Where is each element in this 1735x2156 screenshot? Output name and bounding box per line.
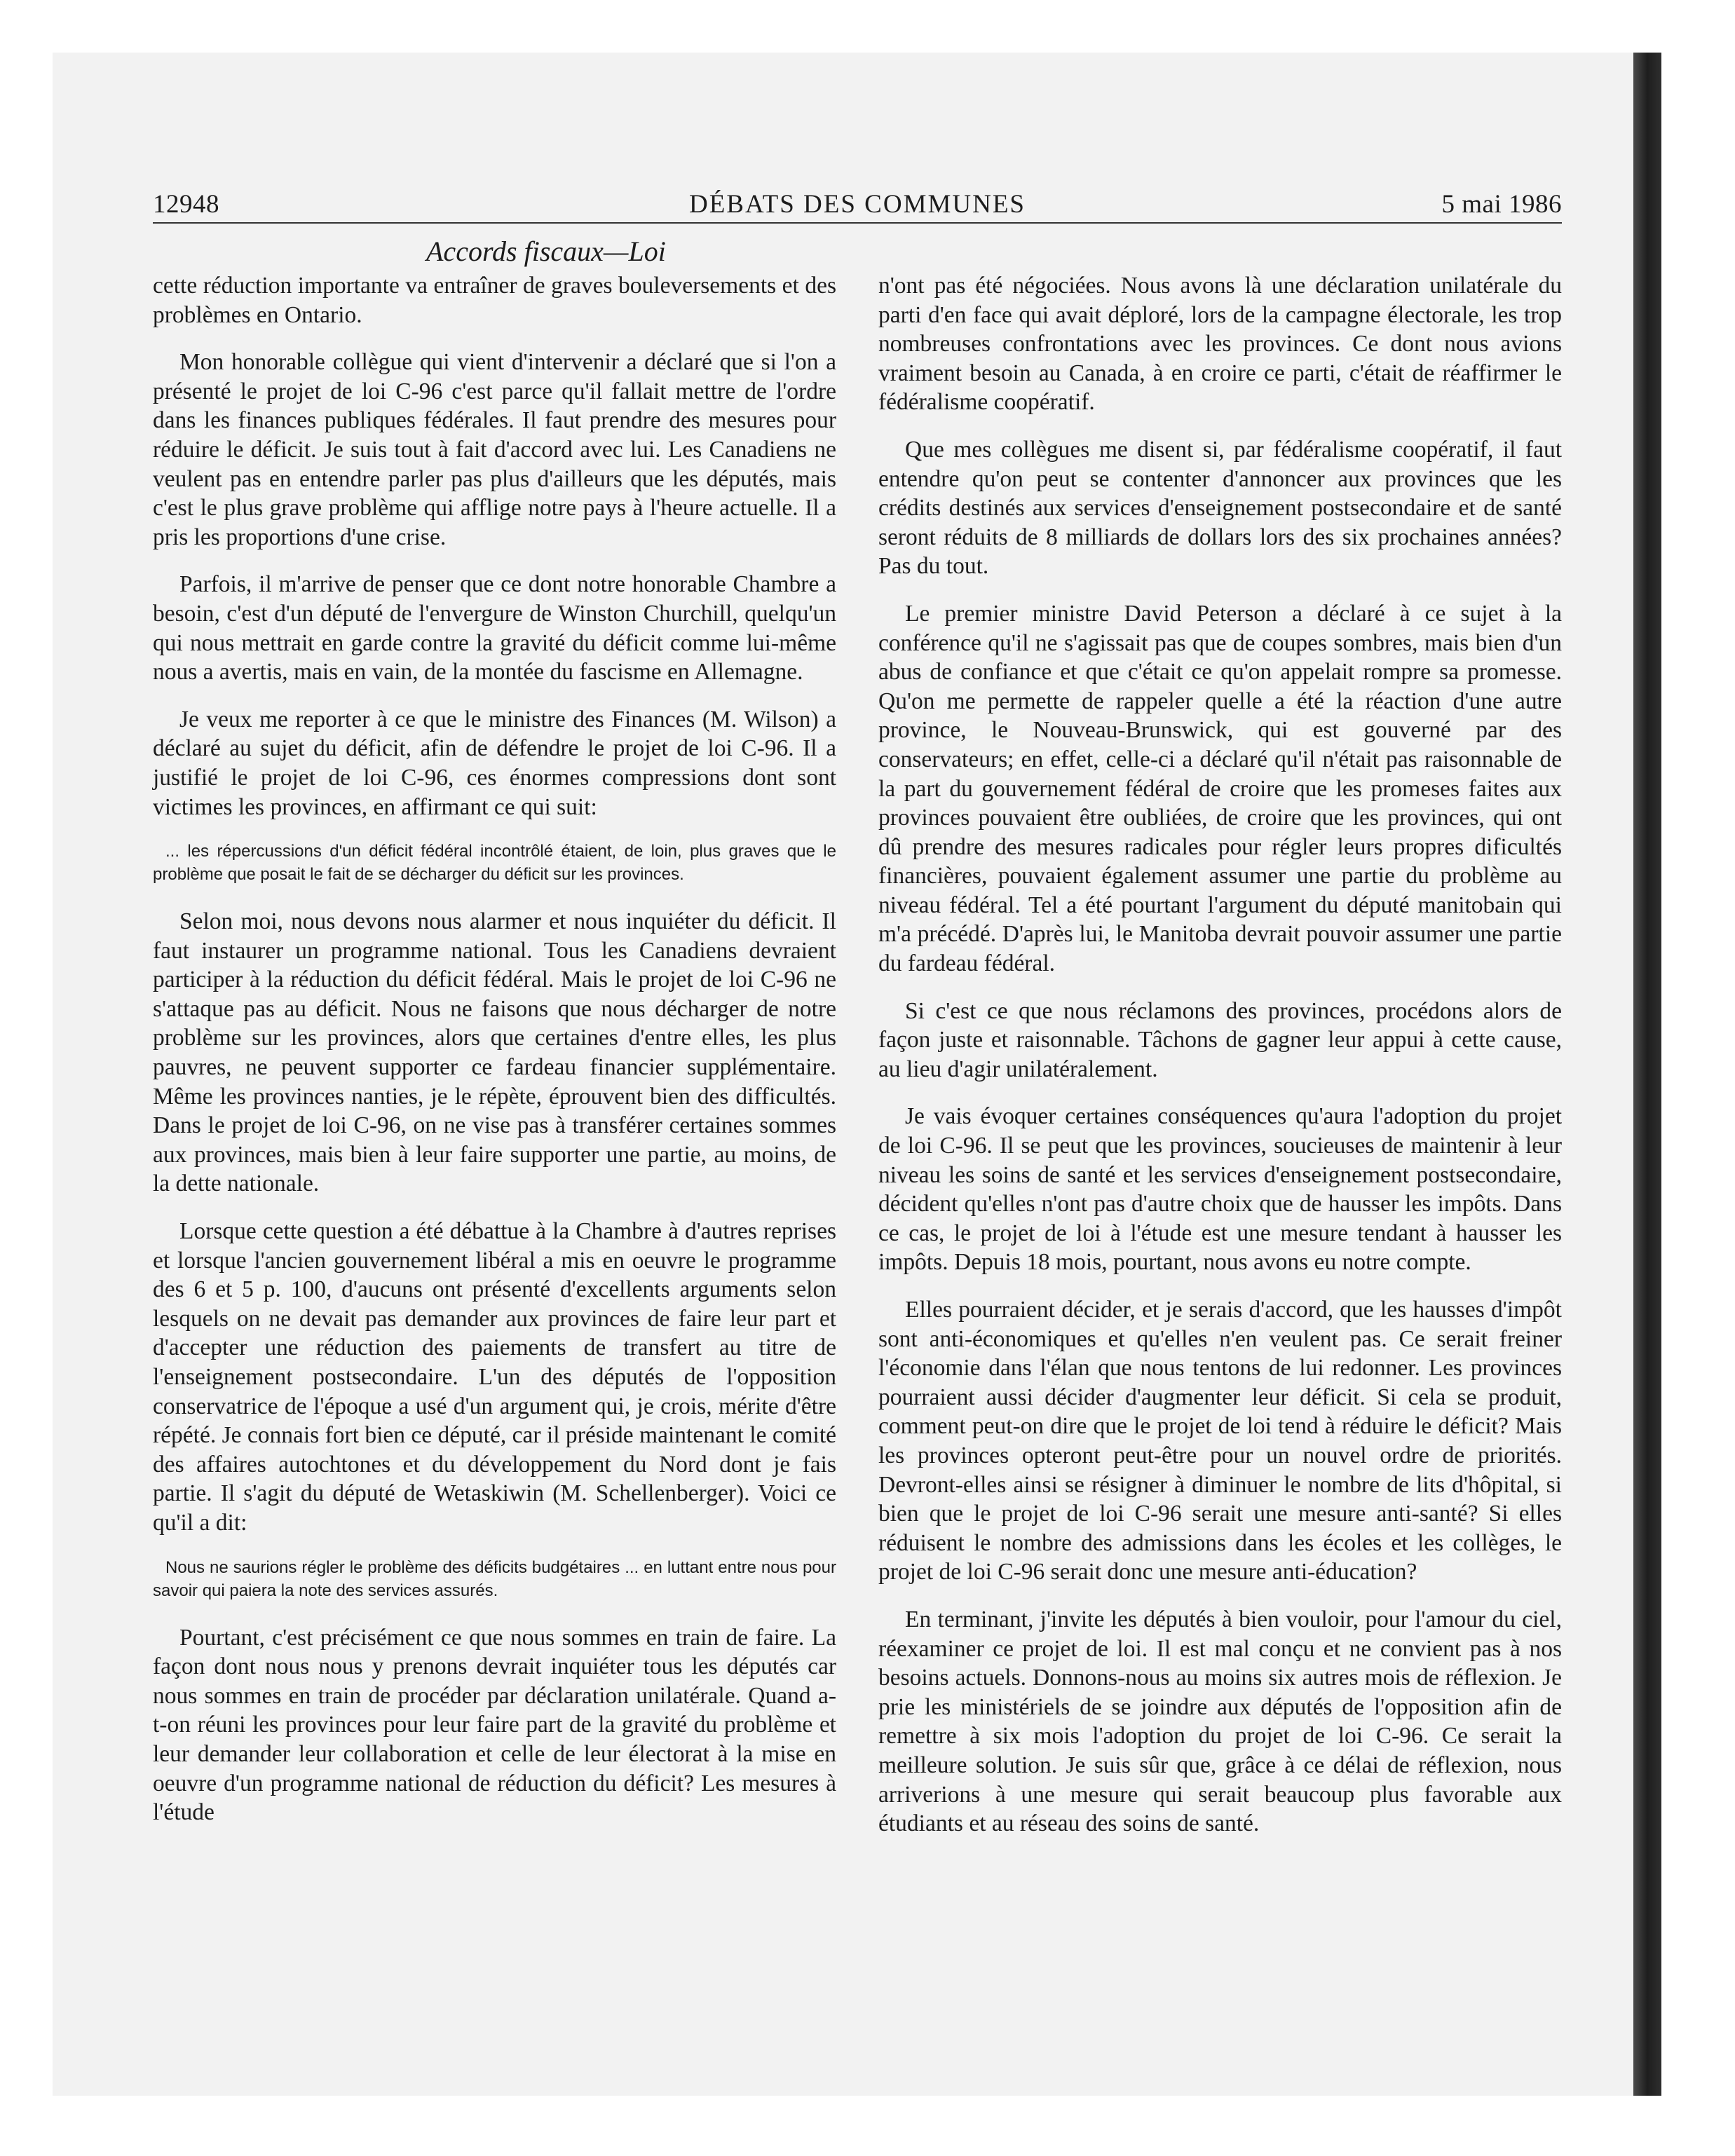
paragraph: Elles pourraient décider, et je serais d'accord, que les hausses d'impôt sont anti-économiques et qu'elles n'en veulent pas. Ce serait freiner l'économie dans l'élan que nous tentons de lui redonner. Les provinces pourraient aussi décider d'augmenter leur déficit. Si cela se produit, comment peut-on dire que le projet de loi tend à réduire le déficit? Mais les provinces opteront peut-être pour un nouvel ordre de priorités. Devront-elles ainsi se résigner à diminuer le nombre de lits d'hôpital, si bien que le projet de loi C-96 serait une mesure anti-santé? Si elles réduisent le nombre des admissions dans les écoles et les collèges, le projet de loi C-96 serait donc une mesure anti-éducation?	[878, 1297, 1562, 1585]
paragraph: Selon moi, nous devons nous alarmer et nous inquiéter du déficit. Il faut instaurer un programme national. Tous les Canadiens devraient participer à la réduction du déficit fédéral. Mais le projet de loi C-96 ne s'attaque pas au déficit. Nous ne faisons que nous décharger de notre problème sur les provinces, alors que certaines d'entre elles, les plus pauvres, ne peuvent supporter ce fardeau financier supplémentaire. Même les provinces nanties, je le répète, éprouvent bien des difficultés. Dans le projet de loi C-96, on ne vise pas à transférer certaines sommes aux provinces, mais bien à leur faire supporter une partie, au moins, de la dette nationale.	[153, 908, 836, 1197]
paragraph: Le premier ministre David Peterson a déclaré à ce sujet à la conférence qu'il ne s'agissait pas que de coupes sombres, mais bien d'un abus de confiance et que c'était ce qu'on appelait rompre sa promesse. Qu'on me permette de rappeler quelle a été la réaction d'une autre province, le Nouveau-Brunswick, qui est gouverné par des conservateurs; en effet, celle-ci a déclaré qu'il n'était pas raisonnable de la part du gouvernement fédéral de croire que les promeses faites aux provinces pouvaient être oubliées, de croire que les provinces, qui ont dû prendre des mesures radicales pour régler leurs propres dificultés financières, pouvaient également assumer une partie du problème au niveau fédéral. Tel a été pourtant l'argument du député manitobain qui m'a précédé. D'après lui, le Manitoba devrait pouvoir assumer une partie du fardeau fédéral.	[878, 600, 1562, 977]
paragraph: En terminant, j'invite les députés à bien vouloir, pour l'amour du ciel, réexaminer ce projet de loi. Il est mal conçu et ne convient pas à nos besoins actuels. Donnons-nous au moins six autres mois de réflexion. Je prie les ministériels de se joindre aux députés de l'opposition afin de remettre à six mois l'adoption du projet de loi C-96. Ce serait la meilleure solution. Je suis sûr que, grâce à ce délai de réflexion, nous arriverions à une mesure qui serait beaucoup plus favorable aux étudiants et au réseau des soins de santé.	[878, 1606, 1562, 1837]
two-column-body	[153, 271, 1562, 1857]
journal-title: DÉBATS DES COMMUNES	[688, 190, 1026, 219]
paragraph: n'ont pas été négociées. Nous avons là une déclaration unilatérale du parti d'en face qui avait déploré, lors de la campagne électorale, les trop nombreuses confrontations avec les provinces. Ce dont nous avions vraiment besoin au Canada, à en croire ce parti, c'était de réaffirmer le fédéralisme coopératif.	[878, 273, 1562, 416]
left-column	[153, 271, 836, 1857]
paragraph: Parfois, il m'arrive de penser que ce dont notre honorable Chambre a besoin, c'est d'un député de l'envergure de Winston Churchill, quelqu'un qui nous mettrait en garde contre la gravité du déficit comme lui-même nous a avertis, mais en vain, de la montée du fascisme en Allemagne.	[153, 571, 836, 685]
paragraph: Que mes collègues me disent si, par fédéralisme coopératif, il faut entendre qu'on peut se contenter d'annoncer aux provinces que les crédits destinés aux services d'enseignement postsecondaire et de santé seront réduits de 8 milliards de dollars lors des six prochaines années? Pas du tout.	[878, 436, 1562, 580]
right-column	[878, 271, 1562, 1857]
running-header	[153, 179, 1562, 224]
section-title: Accords fiscaux—Loi	[426, 236, 666, 267]
paragraph: Pourtant, c'est précisément ce que nous sommes en train de faire. La façon dont nous nous y prenons devrait inquiéter tous les députés car nous sommes en train de procéder par déclaration unilatérale. Quand a-t-on réuni les provinces pour leur faire part de la gravité du problème et leur demander leur collaboration et celle de leur électorat à la mise en oeuvre d'un programme national de réduction du déficit? Les mesures à l'étude	[153, 1624, 836, 1826]
binding-shadow	[1633, 53, 1661, 2096]
paragraph: Si c'est ce que nous réclamons des provinces, procédons alors de façon juste et raisonnable. Tâchons de gagner leur appui à cette cause, au lieu d'agir unilatéralement.	[878, 997, 1562, 1082]
paragraph: Mon honorable collègue qui vient d'intervenir a déclaré que si l'on a présenté le projet de loi C-96 c'est parce qu'il fallait mettre de l'ordre dans les finances publiques fédérales. Il faut prendre des mesures pour réduire le déficit. Je suis tout à fait d'accord avec lui. Les Canadiens ne veulent pas en entendre parler pas plus d'ailleurs que les députés, mais c'est le plus grave problème qui afflige notre pays à l'heure actuelle. Il a pris les proportions d'une crise.	[153, 349, 836, 550]
publication-date: 5 mai 1986	[1441, 190, 1562, 219]
block-quote: ... les répercussions d'un déficit fédéral incontrôlé étaient, de loin, plus graves que le problème que posait le fait de se décharger du déficit sur les provinces.	[153, 842, 836, 885]
paragraph: Je vais évoquer certaines conséquences qu'aura l'adoption du projet de loi C-96. Il se peut que les provinces, soucieuses de maintenir à leur niveau les soins de santé et les services d'enseignement postsecondaire, décident qu'elles n'ont pas d'autre choix que de hausser les impôts. Dans ce cas, le projet de loi à l'étude est une mesure tendant à hausser les impôts. Depuis 18 mois, pourtant, nous avons eu notre compte.	[878, 1103, 1562, 1276]
block-quote: Nous ne saurions régler le problème des déficits budgétaires ... en luttant entre nous pour savoir qui paiera la note des services assurés.	[153, 1557, 836, 1600]
document-page	[153, 179, 1562, 1857]
page-number: 12948	[153, 190, 219, 219]
paragraph: Je veux me reporter à ce que le ministre des Finances (M. Wilson) a déclaré au sujet du déficit, afin de défendre le projet de loi C-96. Il a justifié le projet de loi C-96, ces énormes compressions dont sont victimes les provinces, en affirmant ce qui suit:	[153, 706, 836, 820]
paragraph: cette réduction importante va entraîner de graves bouleversements et des problèmes en Ontario.	[153, 273, 836, 328]
paragraph: Lorsque cette question a été débattue à la Chambre à d'autres reprises et lorsque l'ancien gouvernement libéral a mis en oeuvre le programme des 6 et 5 p. 100, d'aucuns ont présenté d'excellents arguments selon lesquels on ne devait pas demander aux provinces de faire leur part et d'accepter une réduction des paiements de transfert au titre de l'enseignement postsecondaire. L'un des députés de l'opposition conservatrice de l'époque a usé d'un argument qui, je crois, mérite d'être répété. Je connais fort bien ce député, car il préside maintenant le comité des affaires autochtones et du développement du Nord dont je fais partie. Il s'agit du député de Wetaskiwin (M. Schellenberger). Voici ce qu'il a dit:	[153, 1218, 836, 1536]
